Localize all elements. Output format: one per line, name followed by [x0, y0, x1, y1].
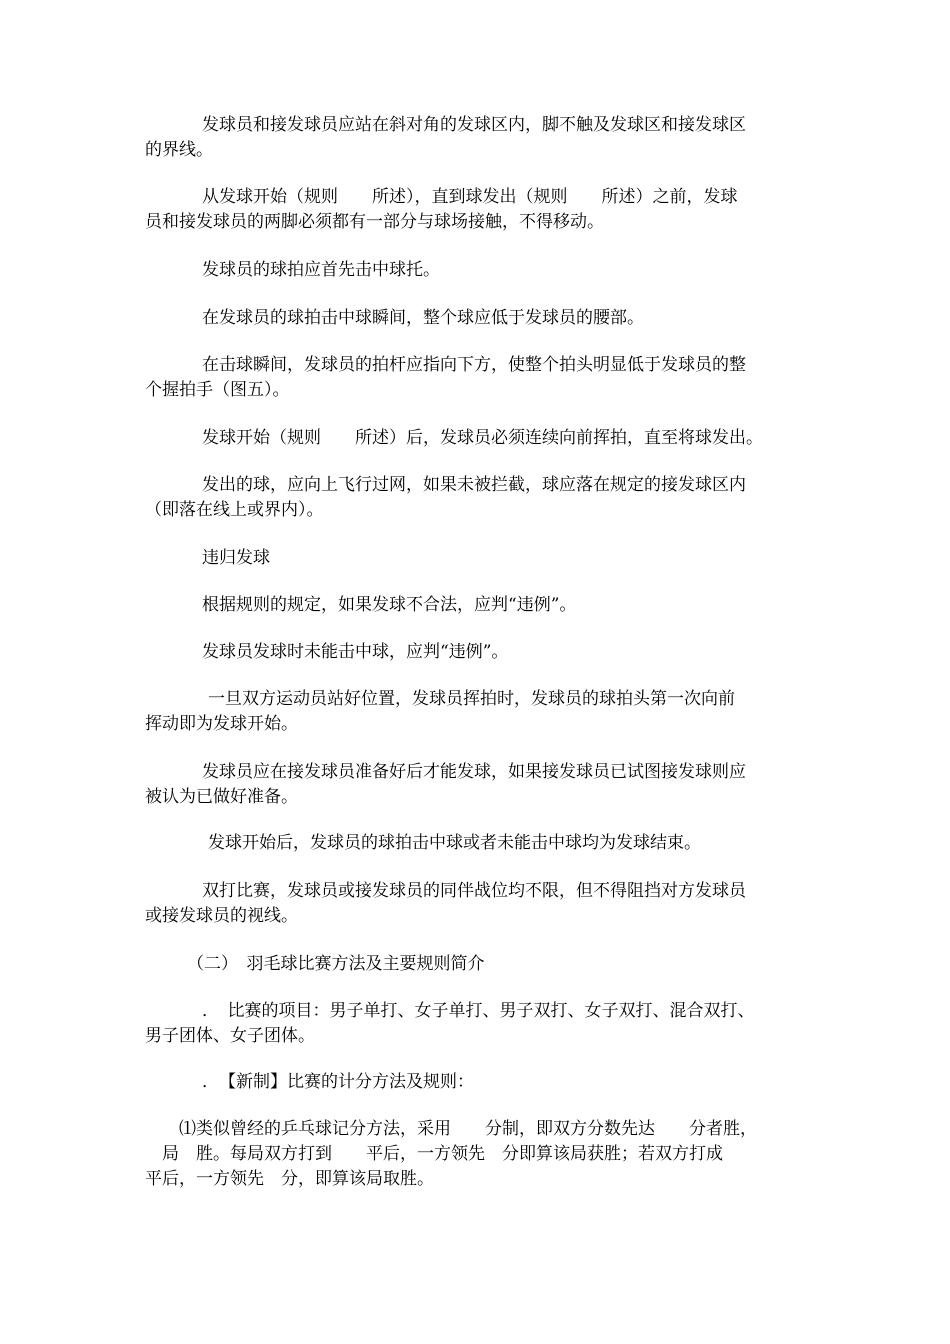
- paragraph-2: [145, 185, 810, 235]
- paragraph-1: [145, 113, 810, 163]
- text-line: 男子团体、女子团体。: [145, 1026, 315, 1046]
- text-line: 挥动即为发球开始。: [145, 714, 298, 734]
- paragraph-13: [145, 831, 810, 856]
- paragraph-7: [145, 473, 810, 523]
- paragraph-10: [145, 640, 810, 665]
- text-line: 从发球开始（规则 所述），直到球发出（规则 所述）之前，发球: [202, 187, 738, 207]
- paragraph-9: [145, 593, 810, 618]
- paragraph-16: [145, 999, 810, 1049]
- text-line: 的界线。: [145, 140, 213, 160]
- text-line: 员和接发球员的两脚必须都有一部分与球场接触，不得移动。: [145, 212, 604, 232]
- text-line: （即落在线上或界内）。: [145, 500, 324, 520]
- text-line: 局 胜。每局双方打到 平后，一方领先 分即算该局获胜；若双方打成: [145, 1144, 723, 1164]
- paragraph-3: [145, 258, 810, 283]
- text-line: 发球员应在接发球员准备好后才能发球，如果接发球员已试图接发球则应: [202, 762, 746, 782]
- text-line: 根据规则的规定，如果发球不合法，应判“违例”。: [202, 595, 577, 615]
- text-line: 双打比赛，发球员或接发球员的同伴战位均不限，但不得阻挡对方发球员: [202, 881, 746, 901]
- text-line: ． 比赛的项目：男子单打、女子单打、男子双打、女子双打、混合双打、: [202, 1001, 755, 1021]
- paragraph-18: [145, 1117, 810, 1192]
- text-line: 在击球瞬间，发球员的拍杆应指向下方，使整个拍头明显低于发球员的整: [202, 355, 746, 375]
- text-line: 被认为已做好准备。: [145, 787, 298, 807]
- paragraph-12: [145, 760, 810, 810]
- text-line: 发球员和接发球员应站在斜对角的发球区内，脚不触及发球区和接发球区: [202, 115, 746, 135]
- text-line: （二） 羽毛球比赛方法及主要规则简介: [187, 954, 485, 974]
- text-line: 违归发球: [202, 548, 270, 568]
- paragraph-17: [145, 1070, 810, 1095]
- text-line: ． 【新制】比赛的计分方法及规则：: [202, 1072, 474, 1092]
- paragraph-5: [145, 353, 810, 403]
- text-line: 发球开始（规则 所述）后，发球员必须连续向前挥拍，直至将球发出。: [202, 428, 763, 448]
- text-line: 发球员的球拍应首先击中球托。: [202, 260, 440, 280]
- paragraph-14: [145, 879, 810, 929]
- paragraph-4: [145, 306, 810, 331]
- text-line: 在发球员的球拍击中球瞬间，整个球应低于发球员的腰部。: [202, 308, 644, 328]
- text-line: 一旦双方运动员站好位置，发球员挥拍时，发球员的球拍头第一次向前: [208, 689, 735, 709]
- text-line: 平后，一方领先 分，即算该局取胜。: [145, 1169, 434, 1189]
- section-heading-competition-rules: [145, 952, 810, 977]
- text-line: 个握拍手（图五）。: [145, 380, 290, 400]
- text-line: 或接发球员的视线。: [145, 906, 298, 926]
- text-line: 发球开始后，发球员的球拍击中球或者未能击中球均为发球结束。: [208, 833, 701, 853]
- text-line: 发球员发球时未能击中球，应判“违例”。: [202, 642, 509, 662]
- section-heading-illegal-serve: [145, 546, 810, 571]
- text-line: 发出的球，应向上飞行过网，如果未被拦截，球应落在规定的接发球区内: [202, 475, 746, 495]
- paragraph-11: [145, 687, 810, 737]
- text-line: ⑴类似曾经的乒乓球记分方法，采用 分制，即双方分数先达 分者胜，: [179, 1119, 757, 1139]
- paragraph-6: [145, 426, 810, 451]
